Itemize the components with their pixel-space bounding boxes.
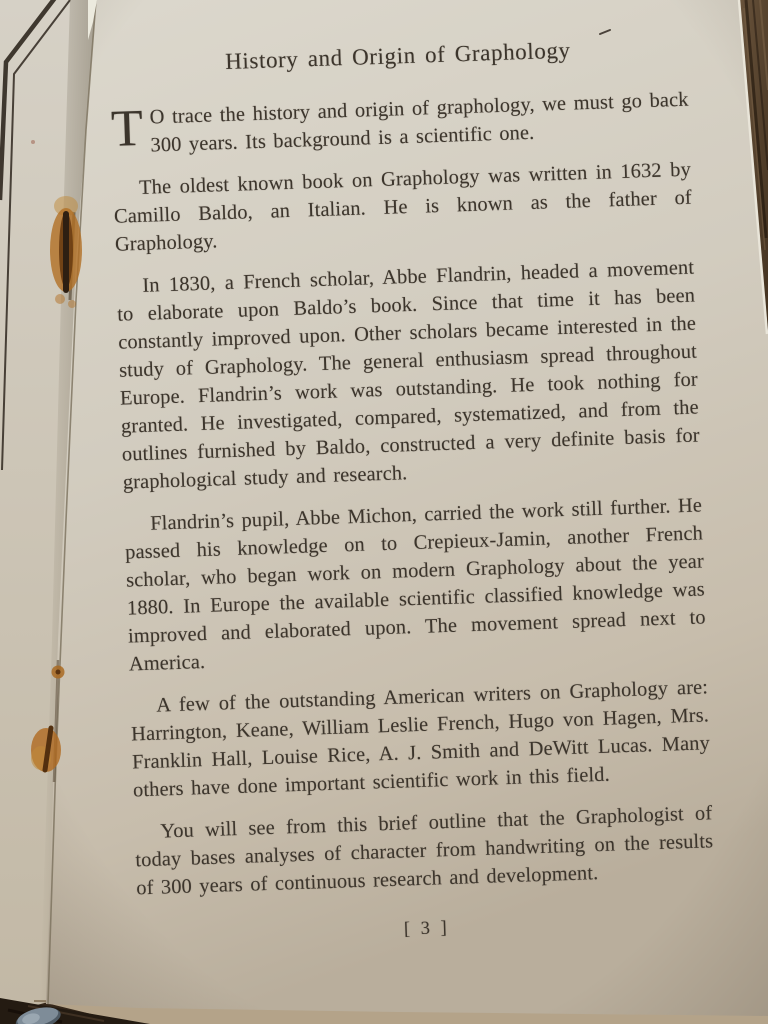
paragraph-michon: Flandrin’s pupil, Abbe Michon, carried the work still further. He passed his knowledge on to Crepieux-Jamin, another French scholar, who began work on modern Graphology about the year 1880. In Europe the available scientific classified knowledge was improved and elaborated upon. The movement spread next to America. [124, 494, 707, 676]
paragraph-conclusion: You will see from this brief outline that the Graphologist of today bases analyses of character from handwriting on the results of 300 years of continuous research and development. [135, 802, 714, 900]
page-text-block [109, 34, 716, 950]
rust-stain-lower [31, 728, 61, 772]
paragraph-intro [110, 86, 690, 161]
paragraph-flandrin: In 1830, a French scholar, Abbe Flandrin, headed a movement to elaborate upon Baldo’s book. Since that time it has been constantly improved upon. Other scholars became interested in the study of Graphology. The general enthusiasm spread throughout Europe. Flandrin’s work was outstanding. He took nothing for granted. He investigated, compared, systematized, and from the outlines furnished by Baldo, constructed a very definite basis for graphological study and research. [116, 256, 701, 494]
drop-cap: T [110, 99, 144, 158]
paragraph-american-writers: A few of the outstanding American writers on Graphology are: Harrington, Keane, William Leslie French, Hugo von Hagen, Mrs. Franklin Hall, Louise Rice, A. J. Smith and DeWitt Lucas. Many others have done important scientific work in this field. [130, 676, 711, 802]
rust-stain-small [52, 666, 65, 679]
page-number: [ 3 ] [403, 918, 451, 940]
paragraph-intro-text: O trace the history and origin of graphology, we must go back 300 years. Its background is a scientific one. [149, 88, 689, 157]
page-title: History and Origin of Graphology [224, 37, 571, 75]
paper-speck [31, 140, 35, 144]
paragraph-oldest-book: The oldest known book on Graphology was written in 1632 by Camillo Baldo, an Italian. He is known as the father of Graphology. [113, 158, 693, 256]
